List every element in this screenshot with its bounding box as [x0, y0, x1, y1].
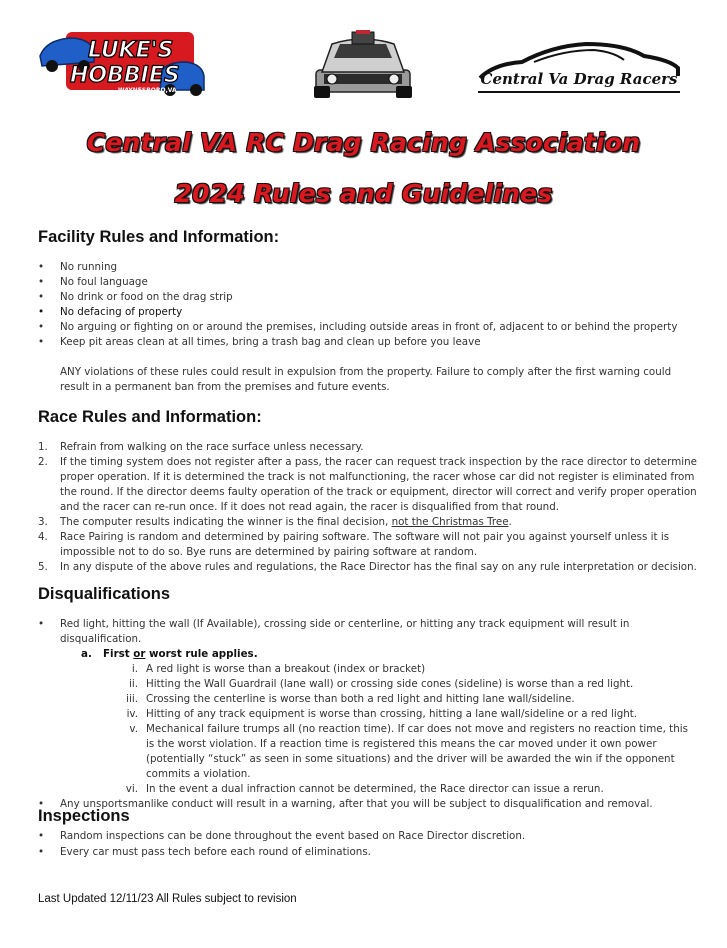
bullet-icon: •: [38, 846, 45, 858]
logo-text-hobbies: HOBBIES: [70, 63, 180, 88]
list-item: 5. In any dispute of the above rules and regulations, the Race Director has the final say on any rule interpretation or decision.: [38, 561, 697, 573]
muscle-car-front-logo: [308, 28, 418, 100]
roman-list-item: i. A red light is worse than a breakout (index or bracket): [131, 663, 426, 675]
logo-bar: [0, 24, 727, 102]
bullet-icon: •: [38, 618, 45, 630]
lukes-hobbies-logo: [36, 26, 208, 98]
bullet-icon: •: [38, 830, 45, 842]
list-item: • Random inspections can be done throughout the event based on Race Director discretion.: [38, 830, 526, 842]
central-va-drag-racers-logo: [474, 38, 684, 96]
car-tire-icon: [314, 86, 330, 98]
document-title: Central VA RC Drag Racing Association: [86, 128, 641, 157]
roman-list-item: v. Mechanical failure trumps all (no reaction time). If car does not move and registers no reaction time, this is the worst violation. If a reaction time is registered this means the car moved under it own power (potentially “stuck” as seen in some situations) and the driver will be awarded the win if the opponent commits a violation.: [129, 723, 688, 780]
document-subtitle: 2024 Rules and Guidelines: [174, 179, 553, 208]
logo-wheel-icon: [190, 84, 202, 96]
car-scoop-icon: [356, 30, 370, 34]
list-item: • No running: [38, 261, 118, 273]
bullet-icon: •: [38, 798, 45, 810]
list-item: • No defacing of property: [38, 306, 183, 318]
race-list: [38, 440, 698, 575]
inspections-heading: Inspections: [38, 807, 130, 825]
dq-list: [38, 617, 698, 812]
bullet-icon: •: [38, 276, 45, 288]
inspections-list: [38, 829, 698, 860]
car-headlight-icon: [327, 74, 337, 84]
bullet-icon: •: [38, 336, 45, 348]
list-item: • Every car must pass tech before each round of eliminations.: [38, 846, 371, 858]
race-heading: Race Rules and Information:: [38, 408, 262, 426]
list-item: • No drink or food on the drag strip: [38, 291, 233, 303]
dq-heading: Disqualifications: [38, 585, 171, 603]
list-item: 2. If the timing system does not register after a pass, the racer can request track inspection by the race director to determine proper operation. If it is determined the track is not malfunctioning, the racer whose car did not register is eliminated from the round. If the director deems faulty operation of the track or equipment, director will correct and verify proper operation and the racer can re-run once. If it does not read again, the racer is disqualified from that round.: [38, 456, 697, 513]
facility-list: [38, 260, 698, 395]
logo-text-location: WAYNESBORO,VA: [118, 87, 177, 94]
bullet-icon: •: [38, 306, 45, 318]
list-item: 1. Refrain from walking on the race surface unless necessary.: [38, 441, 364, 453]
facility-note: ANY violations of these rules could result in expulsion from the property. Failure to comply after the first warning could result in a permanent ban from the premises and future events.: [60, 366, 672, 393]
car-tire-icon: [396, 86, 412, 98]
cvdr-logo-text: Central Va Drag Racers: [480, 70, 678, 88]
list-item: • No foul language: [38, 276, 148, 288]
logo-text-lukes: LUKE'S: [88, 38, 174, 63]
roman-list-item: ii. Hitting the Wall Guardrail (lane wall) or crossing side cones (sideline) is worse than a red light.: [129, 678, 634, 690]
facility-heading: Facility Rules and Information:: [38, 228, 280, 246]
list-item: • Any unsportsmanlike conduct will result in a warning, after that you will be subject to disqualification and removal.: [38, 798, 653, 810]
list-item: 4. Race Pairing is random and determined by pairing software. The software will not pair you against yourself unless it is impossible not to do so. Bye runs are determined by pairing software at random.: [38, 531, 670, 558]
roman-list-item: iii. Crossing the centerline is worse than both a red light and hitting lane wall/sideline.: [126, 693, 575, 705]
car-headlight-icon: [389, 74, 399, 84]
sub-list-item: a. First or worst rule applies.: [81, 648, 258, 660]
roman-list-item: vi. In the event a dual infraction cannot be determined, the Race director can issue a rerun.: [125, 783, 604, 795]
list-item: 3. The computer results indicating the winner is the final decision, not the Christmas Tree.: [38, 516, 512, 528]
car-windshield-icon: [334, 44, 392, 58]
logo-wheel-icon: [46, 60, 58, 72]
footer-last-updated: Last Updated 12/11/23 All Rules subject to revision: [38, 893, 297, 905]
list-item: • Keep pit areas clean at all times, bring a trash bag and clean up before you leave: [38, 336, 481, 348]
bullet-icon: •: [38, 291, 45, 303]
list-item: • Red light, hitting the wall (If Available), crossing side or centerline, or hitting any track equipment will result in disqualification.: [38, 618, 630, 645]
list-item: • No arguing or fighting on or around the premises, including outside areas in front of, adjacent to or behind the property: [38, 321, 678, 333]
bullet-icon: •: [38, 321, 45, 333]
bullet-icon: •: [38, 261, 45, 273]
roman-list-item: iv. Hitting of any track equipment is worse than crossing, hitting a lane wall/sideline or a red light.: [126, 708, 638, 720]
